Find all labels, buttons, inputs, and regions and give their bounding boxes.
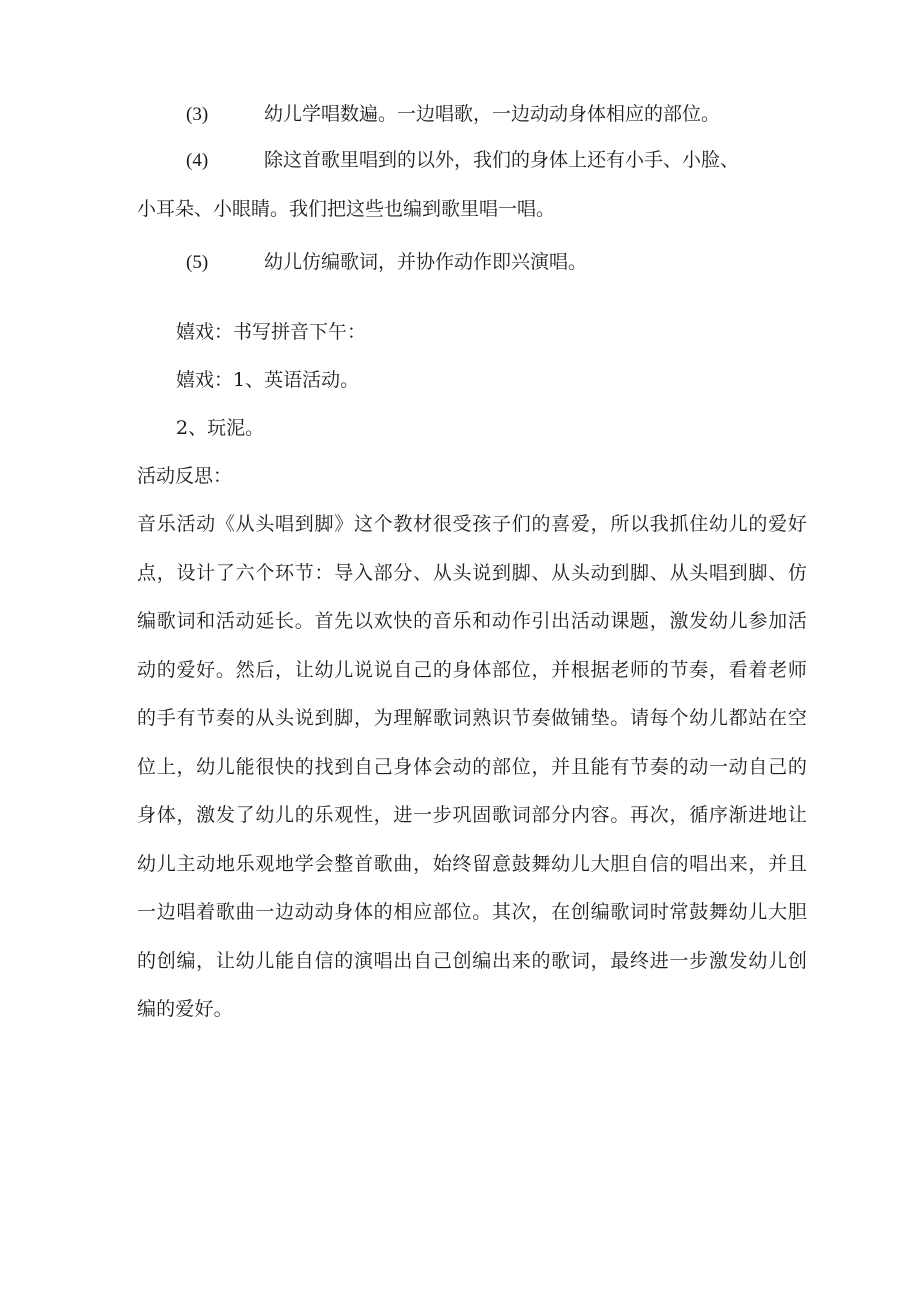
step-3 <box>186 102 720 127</box>
step-text: 幼儿仿编歌词，并协作动作即兴演唱。 <box>264 251 588 273</box>
step-4 <box>186 148 739 173</box>
step-number: (4) <box>186 150 209 171</box>
step-number: (3) <box>186 104 209 125</box>
step-text: 幼儿学唱数遍。一边唱歌，一边动动身体相应的部位。 <box>264 103 721 125</box>
reflection-heading: 活动反思： <box>137 465 233 487</box>
step-5 <box>186 250 587 275</box>
game-line-2: 嬉戏：1、英语活动。 <box>176 369 360 391</box>
game-line-3: 2、玩泥。 <box>176 417 265 439</box>
game-line-1: 嬉戏：书写拼音下午： <box>176 321 367 343</box>
reflection-body: 音乐活动《从头唱到脚》这个教材很受孩子们的喜爱，所以我抓住幼儿的爱好点，设计了六个环节：导入部分、从头说到脚、从头动到脚、从头唱到脚、仿编歌词和活动延长。首先以欢快的音乐和动作引出活动课题，激发幼儿参加活动的爱好。然后，让幼儿说说自己的身体部位，并根据老师的节奏，看着老师的手有节奏的从头说到脚，为理解歌词熟识节奏做铺垫。请每个幼儿都站在空位上，幼儿能很快的找到自己身体会动的部位，并且能有节奏的动一动自己的身体，激发了幼儿的乐观性，进一步巩固歌词部分内容。再次，循序渐进地让幼儿主动地乐观地学会整首歌曲，始终留意鼓舞幼儿大胆自信的唱出来，并且一边唱着歌曲一边动动身体的相应部位。其次，在创编歌词时常鼓舞幼儿大胆的创编，让幼儿能自信的演唱出自己创编出来的歌词，最终进一步激发幼儿创编的爱好。 <box>137 513 807 1020</box>
step-4-continuation: 小耳朵、小眼睛。我们把这些也编到歌里唱一唱。 <box>137 198 556 220</box>
step-text: 除这首歌里唱到的以外，我们的身体上还有小手、小脸、 <box>264 149 740 171</box>
step-number: (5) <box>186 252 209 273</box>
